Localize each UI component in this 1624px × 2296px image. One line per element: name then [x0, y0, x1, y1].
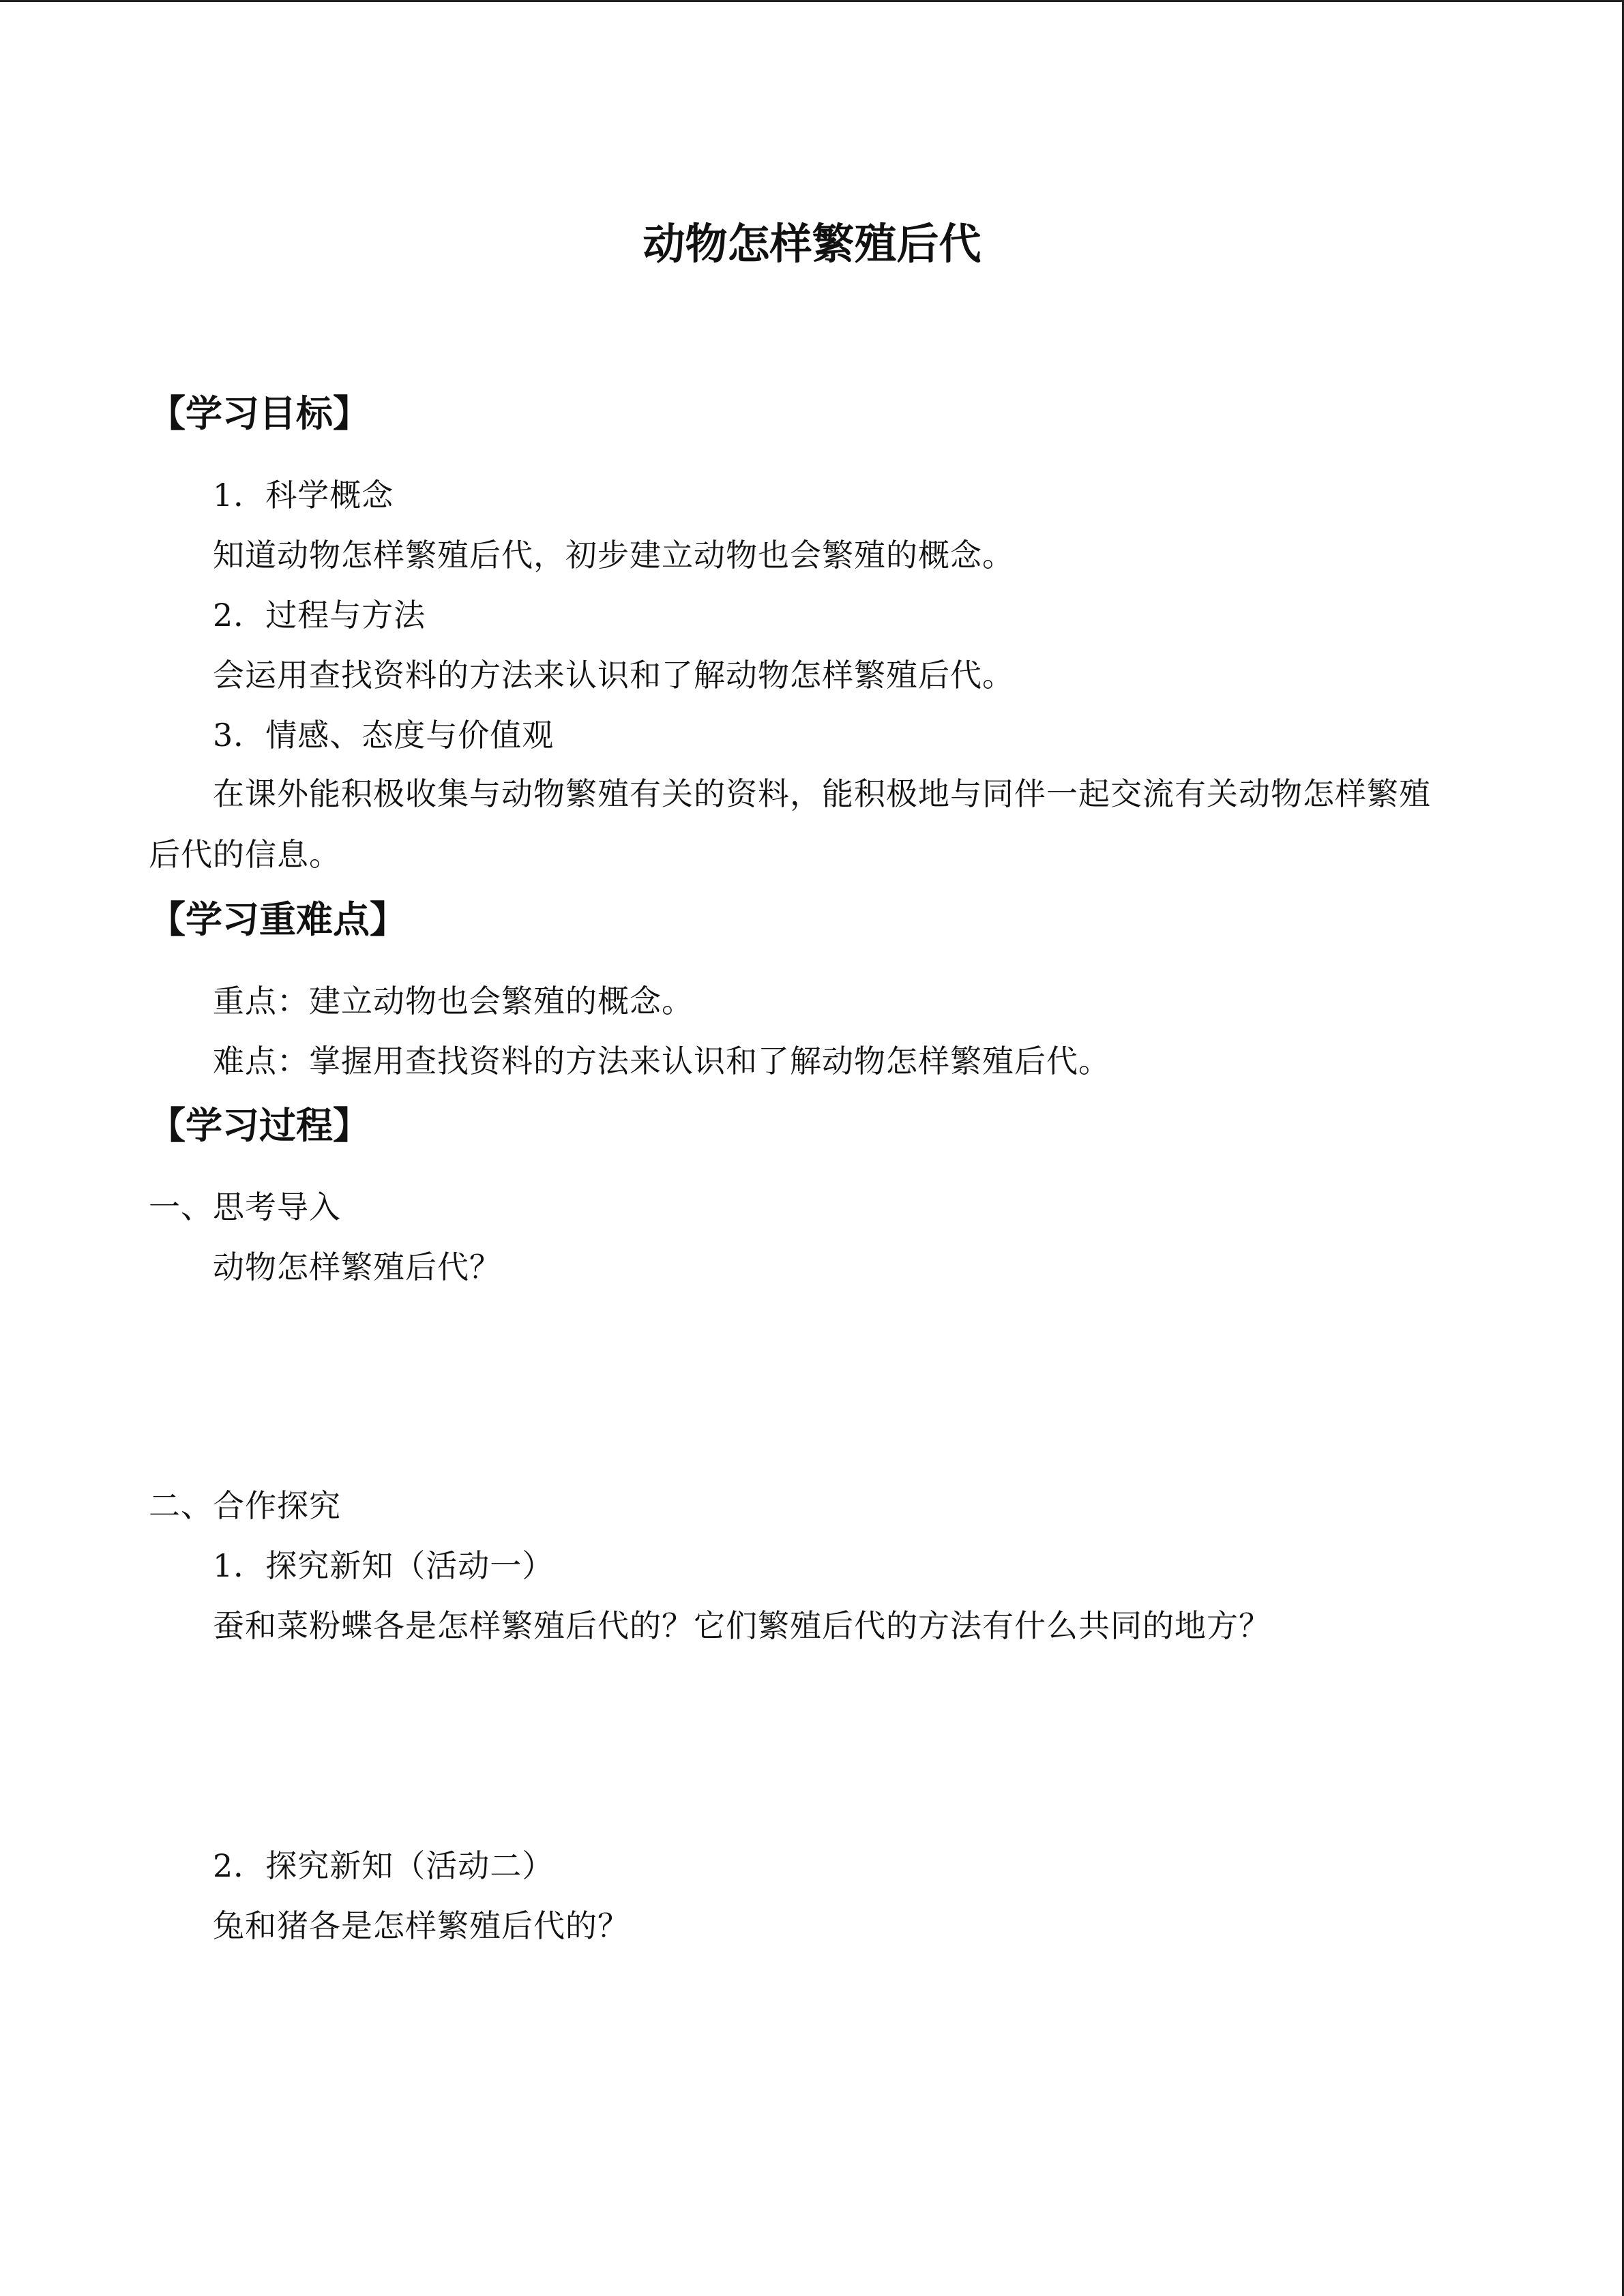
objective-1-text: 知道动物怎样繁殖后代，初步建立动物也会繁殖的概念。: [213, 537, 1014, 573]
activity-1-label: 1．探究新知（活动一）: [213, 1547, 555, 1584]
key-point-difficulty: 难点：掌握用查找资料的方法来认识和了解动物怎样繁殖后代。: [213, 1043, 1110, 1079]
key-point-focus: 重点：建立动物也会繁殖的概念。: [213, 983, 694, 1019]
process-part-1-title: 一、思考导入: [149, 1189, 341, 1225]
process-part-1-question: 动物怎样繁殖后代？: [213, 1249, 501, 1285]
section-heading-key-points: 【学习重难点】: [149, 898, 407, 941]
objective-3-text: 在课外能积极收集与动物繁殖有关的资料，能积极地与同伴一起交流有关动物怎样繁殖后代的信息。: [149, 775, 1431, 873]
objective-2-label: 2．过程与方法: [213, 597, 426, 633]
section-heading-objectives: 【学习目标】: [149, 392, 370, 435]
activity-2-label: 2．探究新知（活动二）: [213, 1847, 555, 1884]
section-heading-process: 【学习过程】: [149, 1104, 370, 1147]
document-title: 动物怎样繁殖后代: [643, 219, 981, 269]
objective-3-label: 3．情感、态度与价值观: [213, 717, 555, 754]
objective-1-label: 1．科学概念: [213, 477, 394, 513]
process-part-2-title: 二、合作探究: [149, 1487, 341, 1524]
objective-2-text: 会运用查找资料的方法来认识和了解动物怎样繁殖后代。: [213, 657, 1014, 694]
activity-2-question: 兔和猪各是怎样繁殖后代的？: [213, 1907, 630, 1944]
activity-1-question: 蚕和菜粉蝶各是怎样繁殖后代的？它们繁殖后代的方法有什么共同的地方？: [213, 1607, 1271, 1644]
